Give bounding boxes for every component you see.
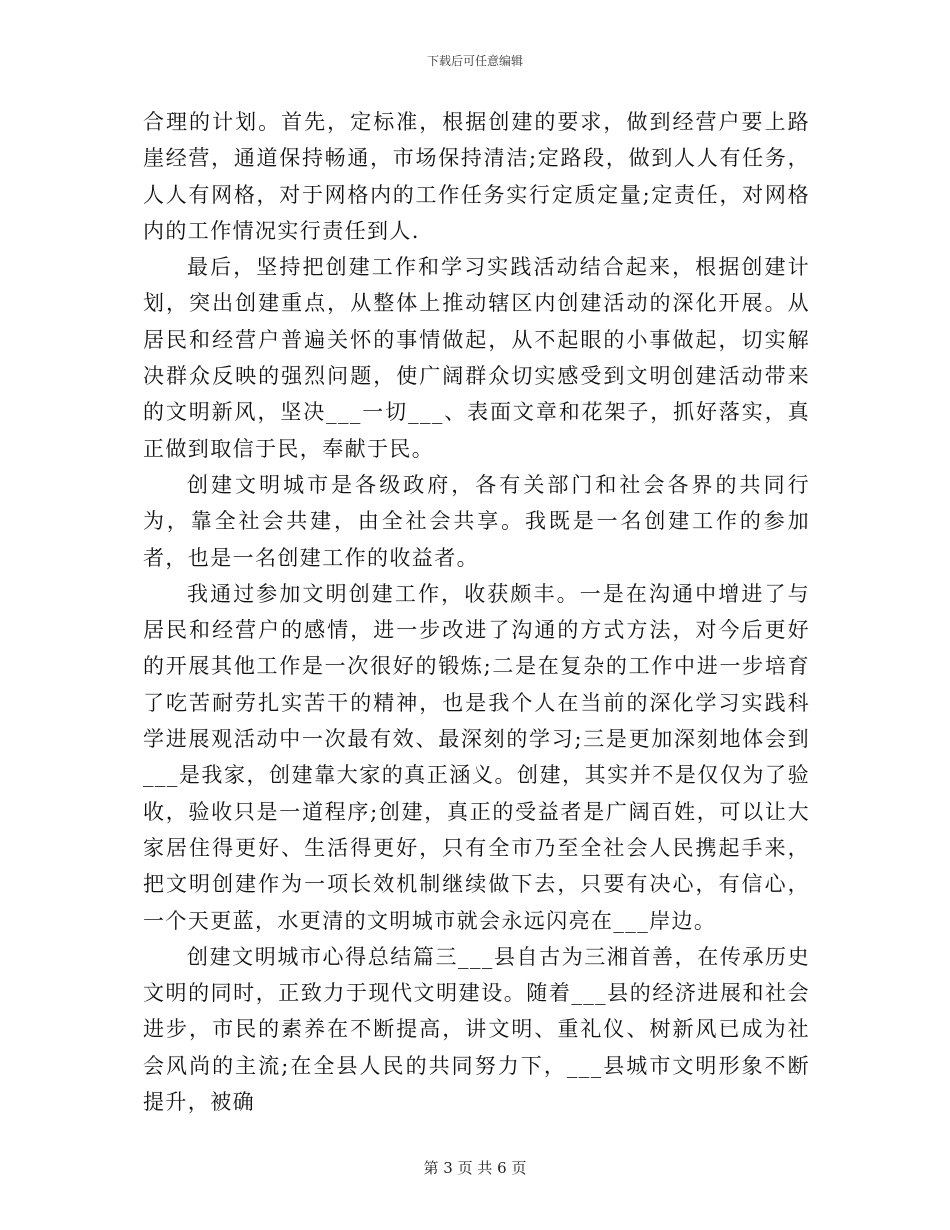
paragraph-1: 合理的计划。首先，定标准，根据创建的要求，做到经营户要上路崖经营，通道保持畅通，市场保持清洁;定路段，做到人人有任务，人人有网格，对于网格内的工作任务实行定质定量;定责任，对网格内的工作情况实行责任到人.: [143, 110, 810, 243]
page-number: 第 3 页 共 6 页: [423, 1159, 527, 1177]
document-body: [143, 104, 810, 1120]
paragraph-3: 创建文明城市是各级政府，各有关部门和社会各界的共同行为，靠全社会共建，由全社会共享。我既是一名创建工作的参加者，也是一名创建工作的收益者。: [143, 472, 810, 570]
paragraph-4: 我通过参加文明创建工作，收获颇丰。一是在沟通中增进了与居民和经营户的感情，进一步改进了沟通的方式方法，对今后更好的开展其他工作是一次很好的锻炼;二是在复杂的工作中进一步培育了吃苦耐劳扎实苦干的精神，也是我个人在当前的深化学习实践科学进展观活动中一次最有效、最深刻的学习;三是更加深刻地体会到___是我家，创建靠大家的真正涵义。创建，其实并不是仅仅为了验收，验收只是一道程序;创建，真正的受益者是广阔百姓，可以让大家居住得更好、生活得更好，只有全市乃至全社会人民携起手来，把文明创建作为一项长效机制继续做下去，只要有决心，有信心，一个天更蓝，水更清的文明城市就会永远闪亮在___岸边。: [143, 581, 810, 933]
page-header: 下载后可任意编辑: [426, 54, 523, 68]
paragraph-5: 创建文明城市心得总结篇三___县自古为三湘首善，在传承历史文明的同时，正致力于现代文明建设。随着___县的经济进展和社会进步，市民的素养在不断提高，讲文明、重礼仪、树新风已成为社会风尚的主流;在全县人民的共同努力下，___县城市文明形象不断提升，被确: [143, 944, 810, 1115]
paragraph-2: 最后，坚持把创建工作和学习实践活动结合起来，根据创建计划，突出创建重点，从整体上推动辖区内创建活动的深化开展。从居民和经营户普遍关怀的事情做起，从不起眼的小事做起，切实解决群众反映的强烈问题，使广阔群众切实感受到文明创建活动带来的文明新风，坚决___一切___、表面文章和花架子，抓好落实，真正做到取信于民，奉献于民。: [143, 255, 810, 461]
